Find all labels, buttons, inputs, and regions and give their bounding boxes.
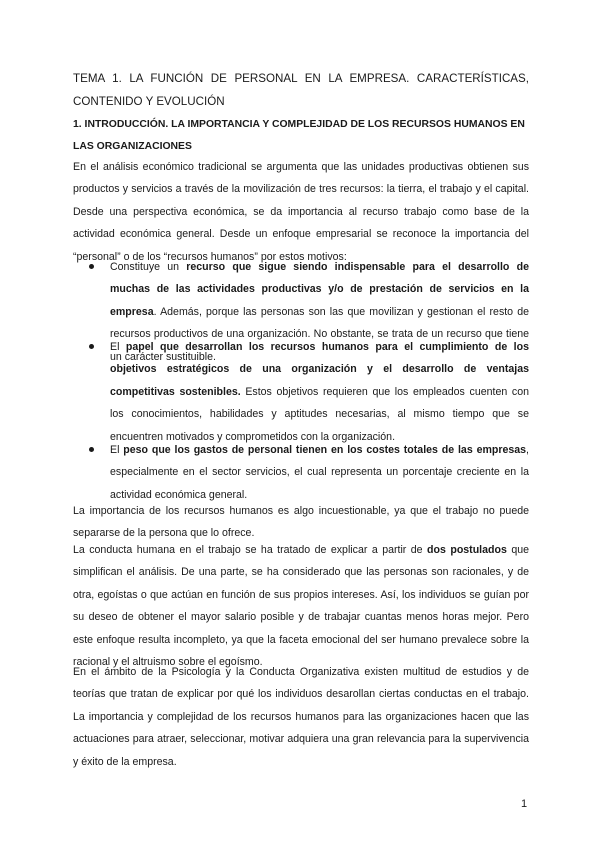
paragraph-3-text-pre: La conducta humana en el trabajo se ha tratado de explicar a partir de [73, 544, 428, 556]
bullet-3-text-pre: El [110, 444, 124, 456]
intro-paragraph: En el análisis económico tradicional se argumenta que las unidades productivas obtienen sus productos y servicios a través de la movilización de tres recursos: la tierra, el trabajo y el capital. Desde una perspectiva económica, se da importancia al recurso trabajo como base de la actividad económica general. Desde un enfoque empresarial se reconoce la importancia del “personal” o de los “recursos humanos” por estos motivos: [73, 161, 529, 263]
bullet-3-text-bold: peso que los gastos de personal tienen en los costes totales de las empresas [123, 444, 527, 456]
document-title: TEMA 1. LA FUNCIÓN DE PERSONAL EN LA EMPRESA. CARACTERÍSTICAS, CONTENIDO Y EVOLUCIÓN [73, 72, 529, 108]
bullet-item-3 [110, 439, 529, 506]
bullet-2-text-post: Estos objetivos requieren que los empleados cuenten con los conocimientos, habilidades y aptitudes necesarias, al mismo tiempo que se encuentren motivados y comprometidos con la organización. [110, 385, 529, 443]
bullet-dot-icon [88, 336, 96, 344]
bullet-item-2 [110, 336, 529, 448]
paragraph-3-text-bold: dos postulados [427, 544, 507, 556]
paragraph-3-text-post: que simplifican el análisis. De una parte, se ha considerado que las personas son racionales, y de otra, egoístas o que actúan en función de sus propios intereses. Así, los individuos se guían por su deseo de obtener el mayor salario posible y de trabajar cuantas menos horas mejor. Pero este enfoque resulta incompleto, ya que la faceta emocional del ser humano prevalece sobre la racional y el altruismo sobre el egoísmo. [73, 544, 529, 669]
bullet-dot-icon [88, 439, 96, 447]
section-heading: 1. INTRODUCCIÓN. LA IMPORTANCIA Y COMPLEJIDAD DE LOS RECURSOS HUMANOS EN LAS ORGANIZACIONES [73, 119, 525, 152]
bullet-2-text-bold: papel que desarrollan los recursos humanos para el cumplimiento de los objetivos estratégicos de una organización y el desarrollo de ventajas competitivas sostenibles. [110, 341, 529, 398]
bullet-1-text-bold: recurso que sigue siendo indispensable para el desarrollo de muchas de las actividades productivas y/o de prestación de servicios en la empresa [110, 261, 529, 318]
paragraph-4: En el ámbito de la Psicología y la Conducta Organizativa existen multitud de estudios y de teorías que tratan de explicar por qué los individuos desarollan ciertas conductas en el trabajo. La importancia y complejidad de los recursos humanos para las organizaciones hacen que las actuaciones para atraer, seleccionar, motivar adquiera una gran relevancia para la supervivencia y éxito de la empresa. [73, 666, 529, 768]
page-number: 1 [521, 798, 528, 810]
bullet-3-text-post: , especialmente en el sector servicios, el cual representa un porcentaje creciente en la actividad económica general. [110, 444, 529, 501]
paragraph-3 [73, 539, 529, 673]
bullet-dot-icon [88, 256, 96, 264]
paragraph-2: La importancia de los recursos humanos es algo incuestionable, ya que el trabajo no puede separarse de la persona que lo ofrece. [73, 505, 529, 540]
bullet-2-text-pre: El [110, 341, 126, 353]
bullet-1-text-post: . Además, porque las personas son las que movilizan y gestionan el resto de recursos productivos de una organización. No obstante, se trata de un recurso que tiene un carácter sustituible. [110, 305, 529, 363]
bullet-1-text-pre: Constituye un [110, 261, 187, 273]
